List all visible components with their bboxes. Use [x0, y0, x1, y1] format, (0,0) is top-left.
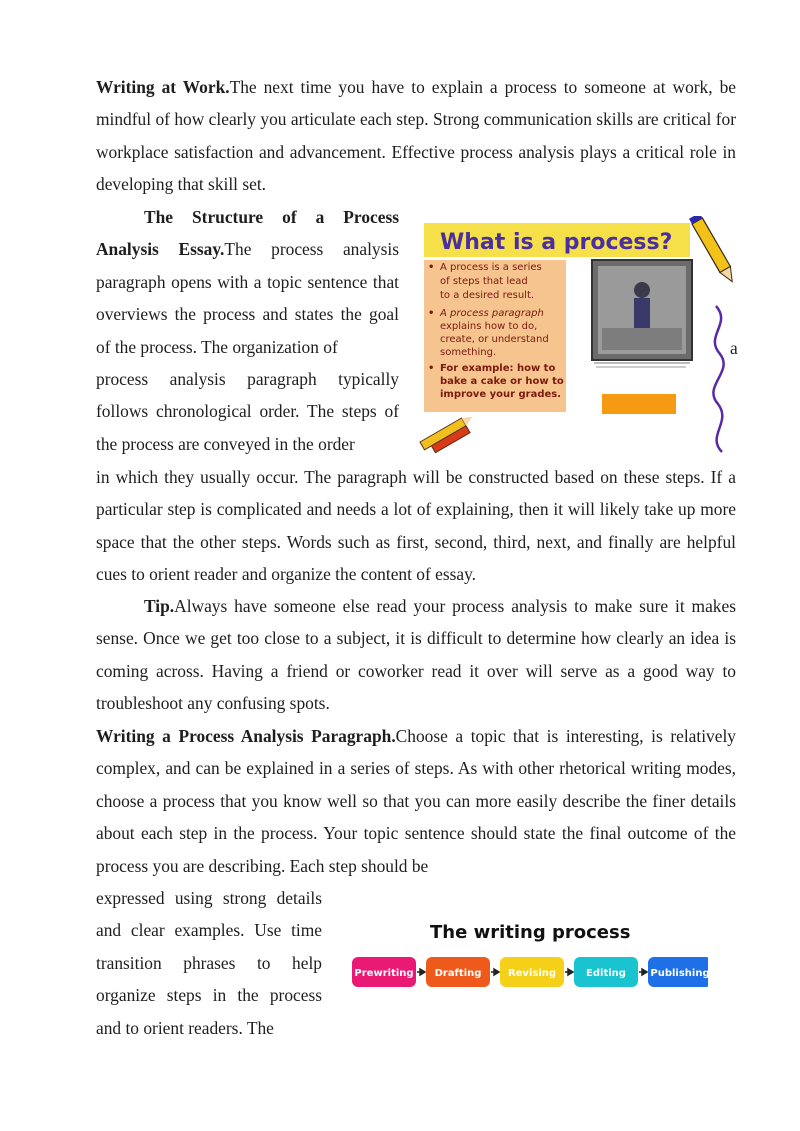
- figure-title: What is a process?: [440, 230, 673, 255]
- what-is-a-process-figure: [416, 216, 736, 462]
- paragraph-text: process analysis paragraph typically follows chronological order. The steps of the process are conveyed in the order: [96, 369, 399, 454]
- process-step-drafting: [426, 957, 490, 987]
- paragraph-writing-a-process: [96, 720, 736, 882]
- process-step-prewriting: [352, 957, 416, 987]
- paragraph-structure-part2: [96, 363, 399, 460]
- process-step-label: Drafting: [434, 968, 482, 979]
- heading-structure: The Structure of a Process Analysis Essay.: [96, 207, 399, 260]
- flow-arrow-icon: [639, 969, 647, 975]
- figure-title: The writing process: [430, 922, 631, 943]
- crayon-icon: [420, 413, 479, 457]
- paragraph-writing-at-work: [96, 71, 736, 201]
- paragraph-text: Always have someone else read your process analysis to make sure it makes sense. Once we get too close to a subject, it is difficult to determine how clearly an idea is coming across. Having a friend or coworker read it over will serve as a good way to troubleshoot any confusing spots.: [96, 596, 736, 714]
- paragraph-text: expressed using strong details and clear examples. Use time transition phrases to help organize steps in the process and to orient readers. The: [96, 888, 322, 1038]
- process-step-publishing: [648, 957, 708, 987]
- process-step-editing: [574, 957, 638, 987]
- process-step-label: Publishing: [650, 968, 708, 979]
- svg-text:A process is a seriesof steps: A process is a series of steps that lead to a desired result.: [440, 262, 542, 301]
- paragraph-text: The next time you have to explain a process to someone at work, be mindful of how clearly you articulate each step. Strong communication skills are critical for workplace satisfaction and advancement. Effective process analysis plays a critical role in developing that skill set.: [96, 77, 736, 195]
- paragraph-tip: [96, 590, 736, 720]
- pencil-icon: [689, 216, 736, 285]
- svg-text:•: •: [428, 363, 435, 374]
- paragraph-structure-part1: [96, 201, 399, 363]
- svg-text:•: •: [428, 262, 435, 273]
- paragraph-writing-a-process-part2: [96, 882, 322, 1044]
- heading-writing-at-work: Writing at Work.: [96, 77, 230, 97]
- process-step-revising: [500, 957, 564, 987]
- process-step-label: Revising: [507, 968, 557, 979]
- heading-writing-a-process: Writing a Process Analysis Paragraph.: [96, 726, 396, 746]
- paragraph-text: in which they usually occur. The paragraph will be constructed based on these steps. If a particular step is complicated and needs a lot of explaining, then it will likely take up more space that the other steps. Words such as first, second, third, next, and finally are helpful cues to orient reader and organize the content of essay.: [96, 467, 736, 585]
- paragraph-structure-part3: [96, 461, 736, 591]
- orange-note: [602, 394, 676, 414]
- paragraph-text: The process analysis paragraph opens with a topic sentence that overviews the process and states the goal of the process. The organization of: [96, 239, 399, 357]
- flow-arrow-icon: [565, 969, 573, 975]
- process-step-label: Editing: [586, 968, 626, 979]
- svg-text:A process paragraphexplains ho: A process paragraph explains how to do, create, or understand something.: [440, 308, 549, 358]
- process-step-label: Prewriting: [354, 968, 414, 979]
- writing-process-figure: [346, 916, 708, 998]
- svg-text:•: •: [428, 308, 435, 319]
- heading-tip: Tip.: [144, 596, 175, 616]
- trailing-word: a: [730, 338, 738, 358]
- flow-arrow-icon: [491, 969, 499, 975]
- squiggle-decoration: [713, 306, 723, 452]
- flow-arrow-icon: [417, 969, 425, 975]
- paragraph-text: Choose a topic that is interesting, is relatively complex, and can be explained in a series of steps. As with other rhetorical writing modes, choose a process that you know well so that you can more easily describe the finer details about each step in the process. Your topic sentence should state the final outcome of the process you are describing. Each step should be: [96, 726, 736, 876]
- svg-text:For example: how tobake a cake: For example: how to bake a cake or how to improve your grades.: [440, 363, 564, 400]
- process-steps: [352, 957, 708, 987]
